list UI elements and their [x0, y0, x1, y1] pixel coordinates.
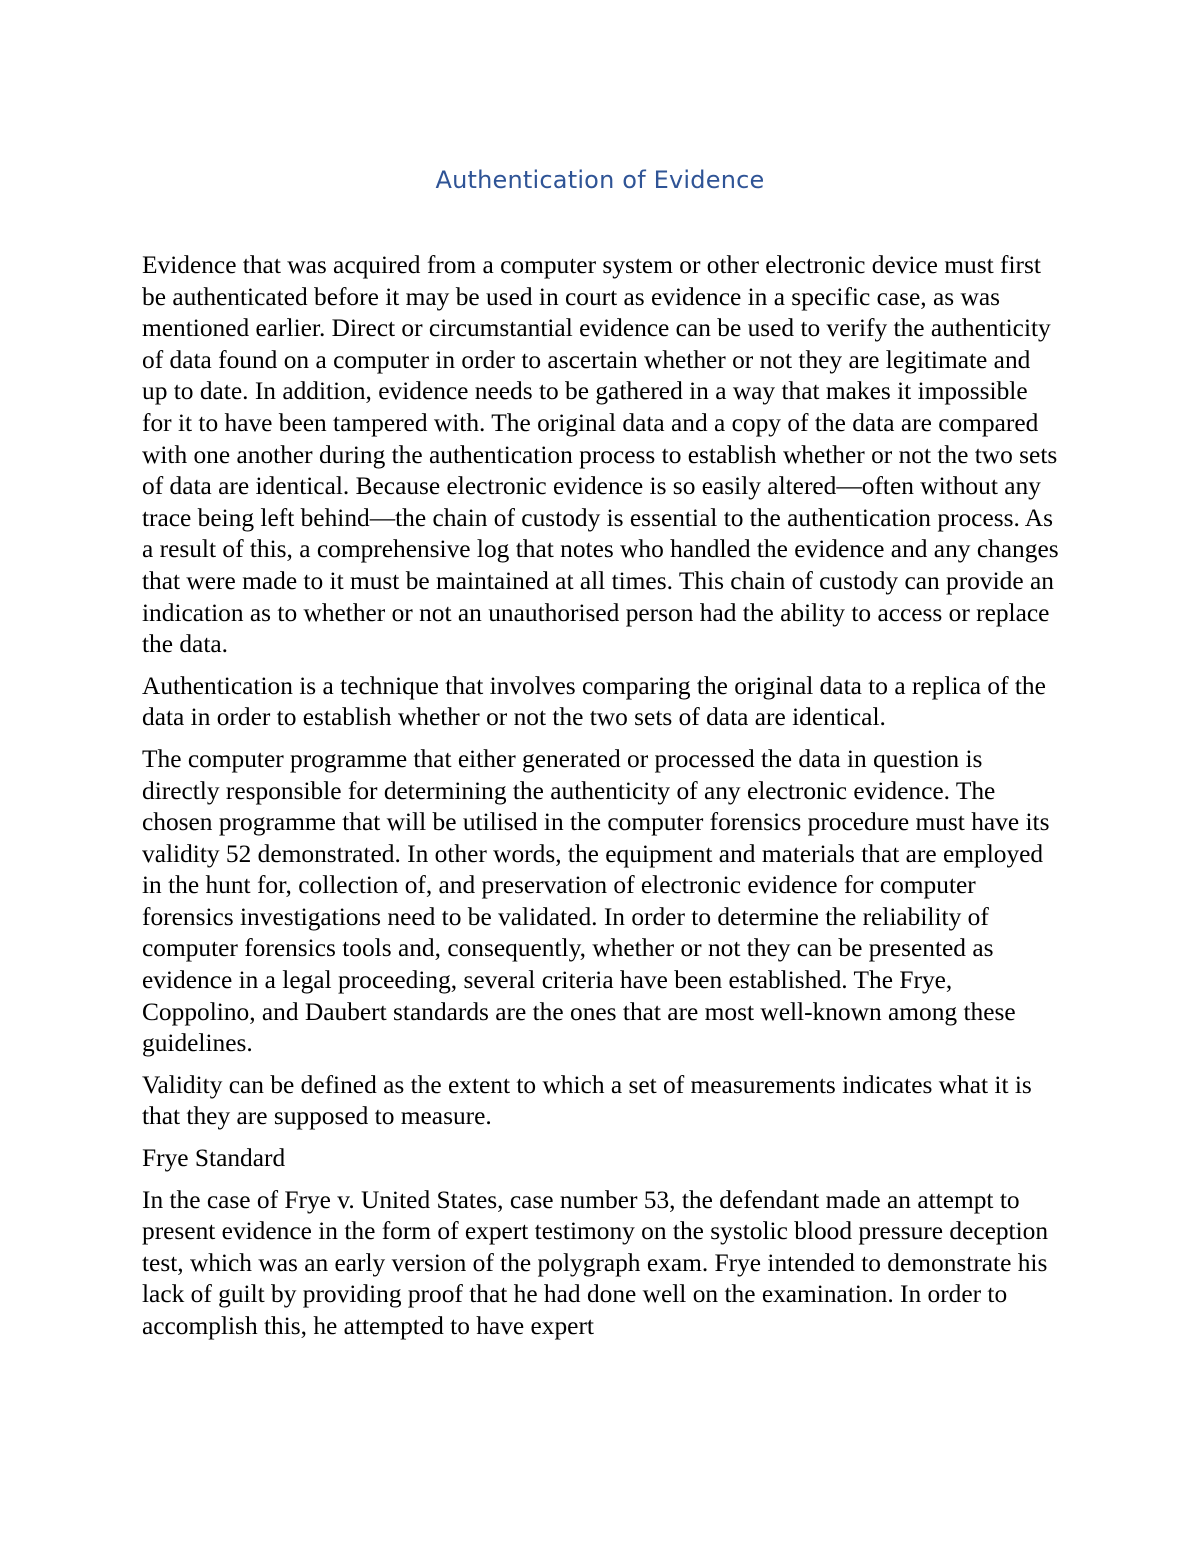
document-title: Authentication of Evidence: [435, 166, 765, 194]
section-heading-frye-standard: Frye Standard: [142, 1144, 286, 1173]
paragraph-authentication-overview: Evidence that was acquired from a computer system or other electronic device must first be authenticated before it may be used in court as evidence in a specific case, as was mentioned earlier. Direct or circumstantial evidence can be used to verify the authenticity of data found on a computer in order to ascertain whether or not they are legitimate and up to date. In addition, evidence needs to be gathered in a way that makes it impossible for it to have been tampered with. The original data and a copy of the data are compared with one another during the authentication process to establish whether or not the two sets of data are identical. Because electronic evidence is so easily altered—often without any trace being left behind—the chain of custody is essential to the authentication process. As a result of this, a comprehensive log that notes who handled the evidence and any changes that were made to it must be maintained at all times. This chain of custody can provide an indication as to whether or not an unauthorised person had the ability to access or replace the data.: [142, 251, 1059, 659]
paragraph-authentication-definition: Authentication is a technique that involves comparing the original data to a replica of the data in order to establish whether or not the two sets of data are identical.: [142, 671, 1046, 732]
paragraph-frye-case: In the case of Frye v. United States, case number 53, the defendant made an attempt to present evidence in the form of expert testimony on the systolic blood pressure deception test, which was an early version of the polygraph exam. Frye intended to demonstrate his lack of guilt by providing proof that he had done well on the examination. In order to accomplish this, he attempted to have expert: [142, 1185, 1049, 1340]
paragraph-computer-programme: The computer programme that either generated or processed the data in question is directly responsible for determining the authenticity of any electronic evidence. The chosen programme that will be utilised in the computer forensics procedure must have its validity 52 demonstrated. In other words, the equipment and materials that are employed in the hunt for, collection of, and preservation of electronic evidence for computer forensics investigations need to be validated. In order to determine the reliability of computer forensics tools and, consequently, whether or not they can be presented as evidence in a legal proceeding, several criteria have been established. The Frye, Coppolino, and Daubert standards are the ones that are most well-known among these guidelines.: [142, 744, 1050, 1058]
paragraph-validity-definition: Validity can be defined as the extent to which a set of measurements indicates what it is that they are supposed to measure.: [142, 1070, 1032, 1131]
document-body: [142, 250, 1062, 1353]
